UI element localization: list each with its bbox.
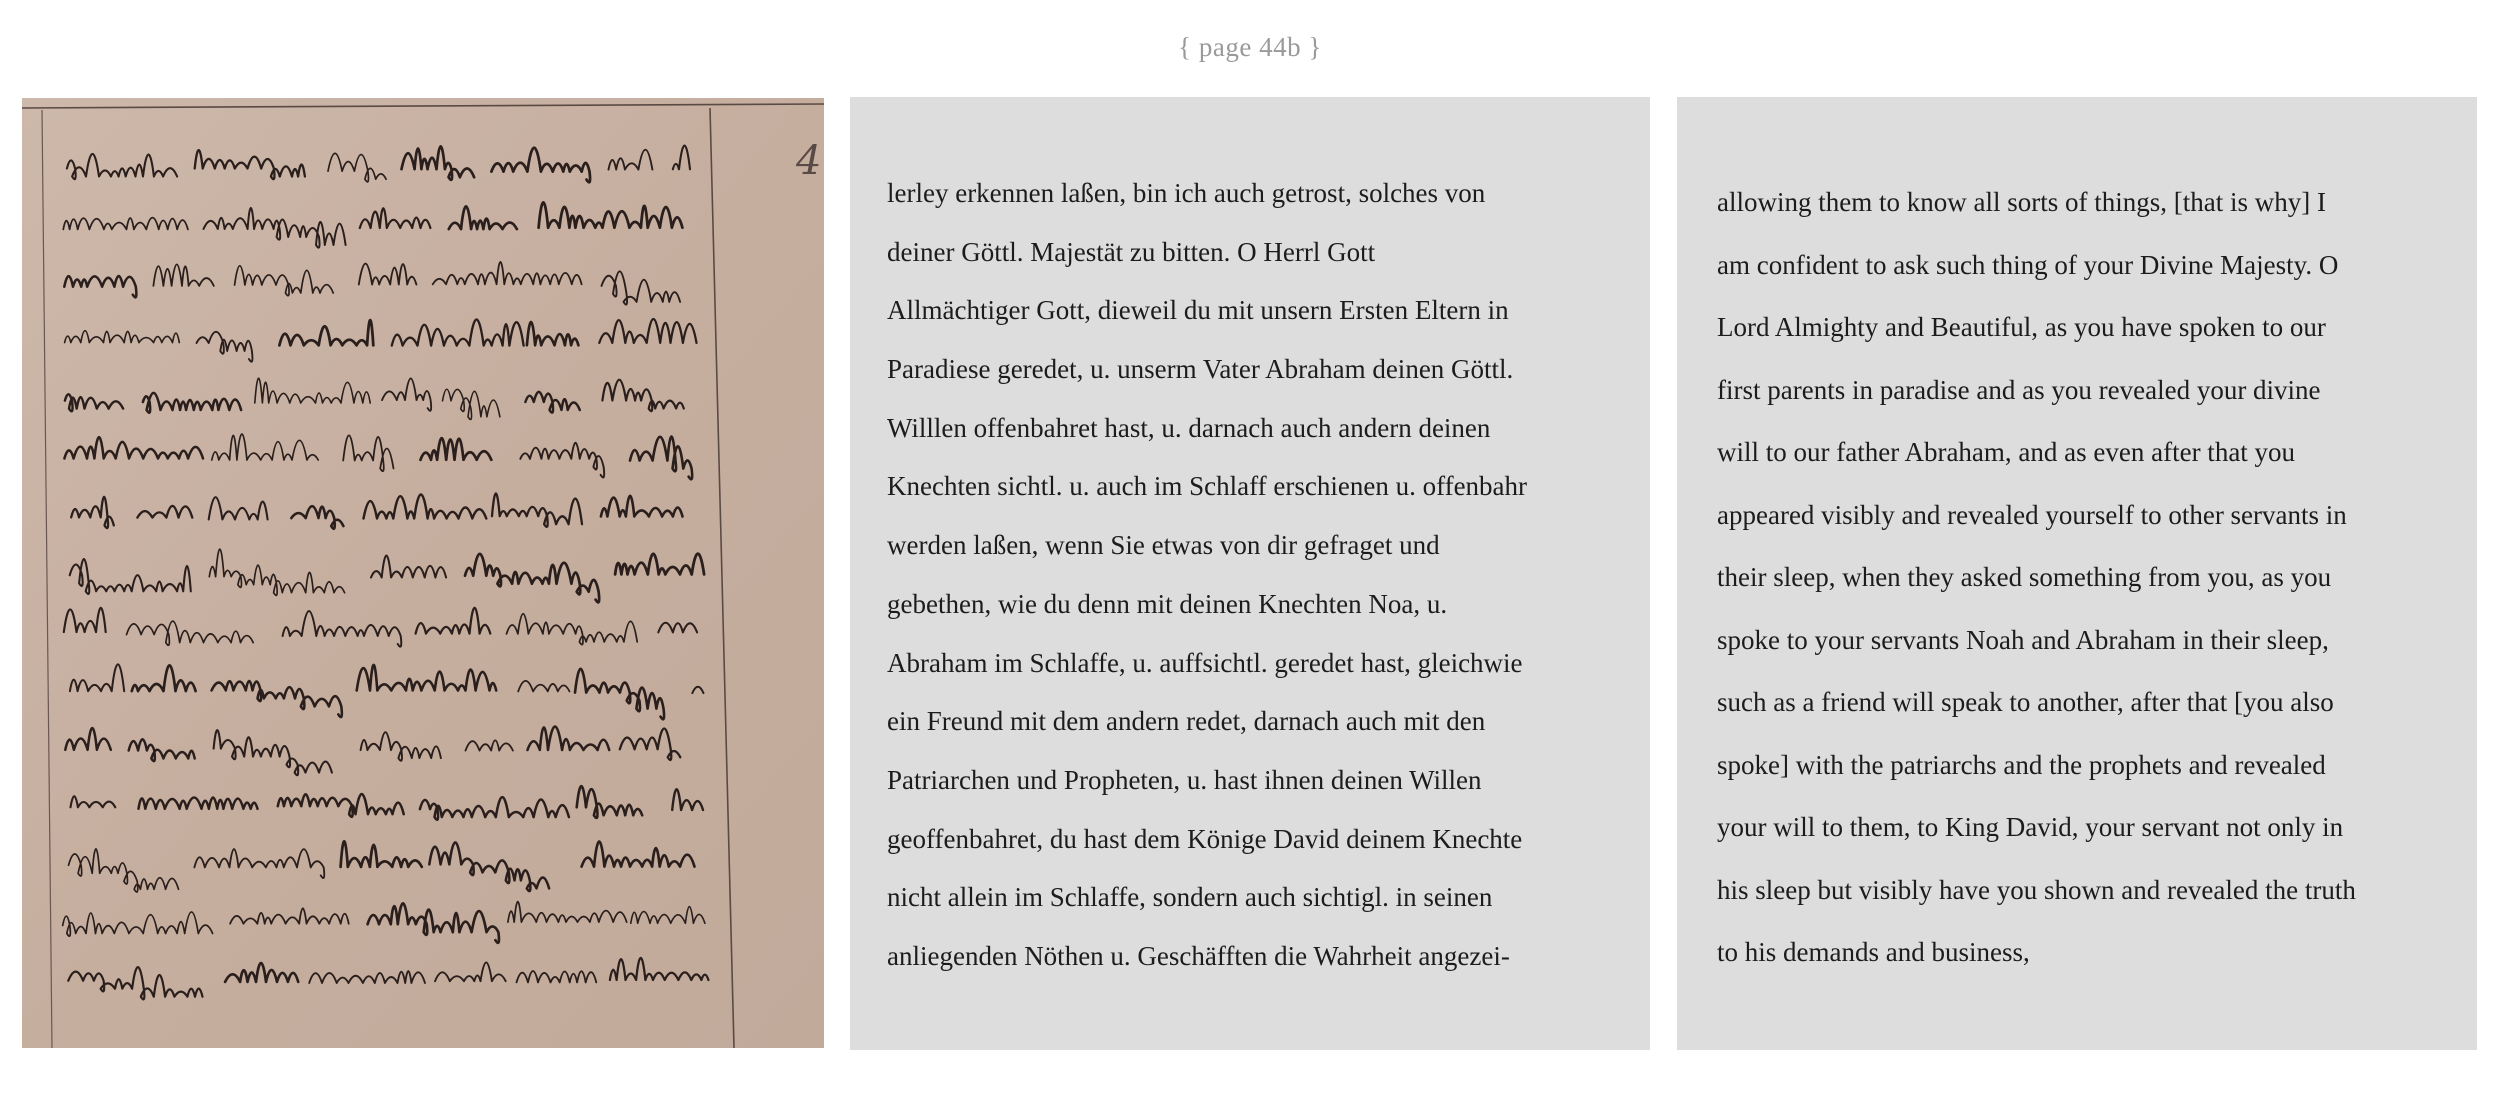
transcription-line: Paradiese geredet, u. unserm Vater Abraham deinen Göttl.	[887, 354, 1514, 385]
translation-line: Lord Almighty and Beautiful, as you have spoken to our	[1717, 312, 2326, 342]
transcription-line: Allmächtiger Gott, dieweil du mit unsern Ersten Eltern in	[887, 295, 1509, 326]
translation-line: will to our father Abraham, and as even after that you	[1717, 437, 2296, 467]
transcription-line: Abraham im Schlaffe, u. auffsichtl. geredet hast, gleichwie	[887, 647, 1523, 678]
translation-panel	[1677, 97, 2477, 1050]
translation-line: spoke] with the patriarchs and the prophets and revealed	[1717, 749, 2326, 780]
transcription-line: Patriarchen und Propheten, u. hast ihnen deinen Willen	[887, 764, 1482, 795]
translation-line: their sleep, when they asked something from you, as you	[1717, 562, 2332, 592]
transcription-line: geoffenbahret, du hast dem Könige David deinem Knechte	[887, 823, 1523, 854]
scan-page-number: 4	[796, 138, 822, 184]
transcription-line: anliegenden Nöthen u. Geschäfften die Wahrheit angezei-	[887, 940, 1510, 971]
translation-line: to his demands and business,	[1717, 937, 2030, 967]
translation-text	[1717, 180, 2441, 993]
transcription-line: ein Freund mit dem andern redet, darnach auch mit den	[887, 706, 1486, 737]
transcription-line: Willlen offenbahret hast, u. darnach auch andern deinen	[887, 412, 1491, 443]
translation-line: spoke to your servants Noah and Abraham in their sleep,	[1717, 624, 2329, 655]
translation-line: allowing them to know all sorts of things, [that is why] I	[1717, 187, 2326, 217]
page-label: { page 44b }	[1178, 32, 1322, 62]
transcription-line: gebethen, wie du denn mit deinen Knechten Noa, u.	[887, 588, 1448, 619]
transcription-line: deiner Göttl. Majestät zu bitten. O Herrl Gott	[887, 236, 1376, 267]
translation-line: his sleep but visibly have you shown and revealed the truth	[1717, 874, 2356, 905]
transcription-panel	[850, 97, 1650, 1050]
handwritten-manuscript-page-image	[22, 98, 824, 1048]
translation-line: your will to them, to King David, your servant not only in	[1717, 812, 2344, 842]
transcription-line: nicht allein im Schlaffe, sondern auch sichtigl. in seinen	[887, 882, 1493, 913]
manuscript-scan-image	[22, 98, 824, 1048]
translation-line: such as a friend will speak to another, after that [you also	[1717, 687, 2334, 717]
transcription-text	[887, 171, 1614, 993]
transcription-line: werden laßen, wenn Sie etwas von dir gefraget und	[887, 530, 1440, 561]
translation-line: appeared visibly and revealed yourself to other servants in	[1717, 499, 2347, 530]
transcription-line: lerley erkennen laßen, bin ich auch getrost, solches von	[887, 178, 1486, 208]
transcription-line: Knechten sichtl. u. auch im Schlaff erschienen u. offenbahr	[887, 471, 1528, 502]
translation-line: first parents in paradise and as you revealed your divine	[1717, 374, 2321, 405]
translation-line: am confident to ask such thing of your Divine Majesty. O	[1717, 249, 2339, 280]
